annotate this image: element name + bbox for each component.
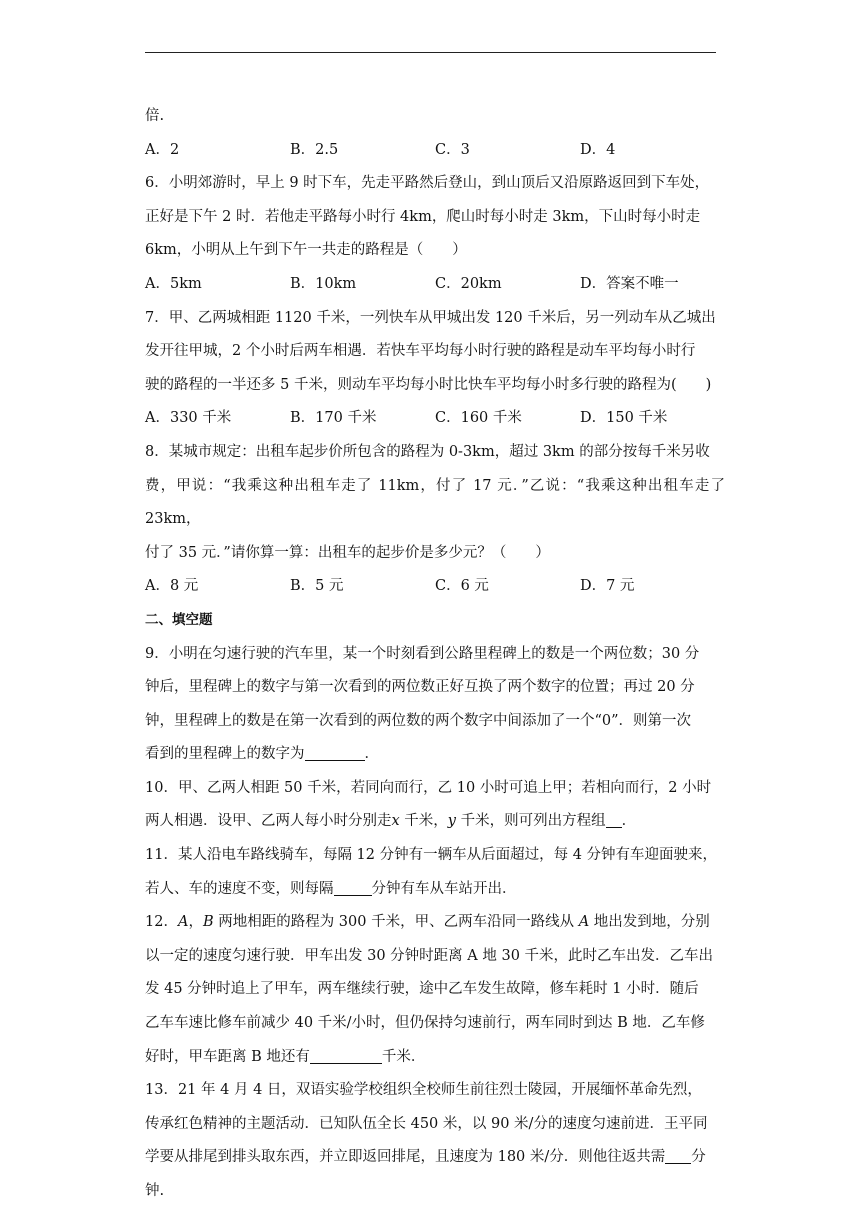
q5-options	[145, 134, 725, 168]
section-title-fill-in: 二、填空题	[145, 611, 213, 628]
q5-option-d[interactable]: D．4	[580, 141, 616, 158]
q12-line-2: 以一定的速度匀速行驶．甲车出发 30 分钟时距离 A 地 30 千米，此时乙车出发．乙车出	[145, 947, 714, 964]
q8-options	[145, 570, 725, 604]
page-content	[145, 100, 730, 1209]
q6-option-a[interactable]: A．5km	[145, 275, 202, 292]
q10-line-2-end: ．	[621, 813, 637, 830]
q6-line-2: 正好是下午 2 时．若他走平路每小时行 4km，爬山时每小时走 3km，下山时每小时走	[145, 208, 701, 225]
q6-option-c[interactable]: C．20km	[435, 275, 502, 292]
q11-line-1: 11．某人沿电车路线骑车，每隔 12 分钟有一辆车从后面超过，每 4 分钟有车迎面驶来，	[145, 847, 718, 864]
q12-line-4: 乙车车速比修车前减少 40 千米/小时，但仍保持匀速前行，两车同时到达 B 地．乙车修	[145, 1015, 705, 1032]
q7-option-b[interactable]: B．170 千米	[290, 410, 377, 427]
q9-line-4-end: ．	[364, 746, 379, 763]
q12-line-3: 发 45 分钟时追上了甲车，两车继续行驶，途中乙车发生故障，修车耗时 1 小时．随后	[145, 981, 699, 998]
q10-var-x: x	[391, 813, 400, 830]
q10-line-1: 10．甲、乙两人相距 50 千米，若同向而行，乙 10 小时可追上甲；若相向而行，2 小时	[145, 779, 712, 796]
q12-var-b: B	[202, 914, 214, 931]
question-12	[145, 906, 725, 1074]
question-8	[145, 436, 730, 604]
q7-line-1: 7．甲、乙两城相距 1120 千米，一列快车从甲城出发 120 千米后，另一列动车从乙城出	[145, 309, 716, 326]
q12-var-a-2: A	[578, 914, 590, 931]
q12-line-1-text-d: 地出发到地，分别	[589, 914, 710, 931]
q12-line-5-text-a: 好时，甲车距离 B 地还有	[145, 1048, 310, 1065]
q11-line-2-text-a: 若人、车的速度不变，则每隔	[145, 880, 334, 897]
q8-option-d[interactable]: D．7 元	[580, 578, 635, 595]
q7-line-3: 驶的路程的一半还多 5 千米，则动车平均每小时比快车平均每小时多行驶的路程为( )	[145, 376, 712, 393]
q9-answer-blank[interactable]	[305, 744, 365, 761]
question-10	[145, 772, 725, 839]
q13-answer-blank[interactable]	[665, 1147, 691, 1164]
question-13	[145, 1074, 725, 1208]
question-6	[145, 167, 725, 301]
q11-line-2-text-b: 分钟有车从车站开出．	[371, 880, 517, 897]
q8-line-3: 付了 35 元．”请你算一算：出租车的起步价是多少元？（ ）	[145, 544, 550, 561]
q5-option-b[interactable]: B．2.5	[290, 141, 339, 158]
q9-line-1: 9．小明在匀速行驶的汽车里，某一个时刻看到公路里程碑上的数是一个两位数；30 分	[145, 645, 700, 662]
q12-line-1	[145, 906, 725, 940]
q9-line-3: 钟，里程碑上的数是在第一次看到的两位数的两个数字中间添加了一个“0”．则第一次	[145, 712, 692, 729]
q13-line-4: 钟.	[145, 1183, 165, 1199]
q13-line-3	[145, 1141, 725, 1175]
q5-tail: 倍.	[145, 108, 165, 124]
q10-line-2-text-b: 千米，	[399, 813, 448, 830]
q6-options	[145, 268, 725, 302]
q7-option-a[interactable]: A．330 千米	[145, 410, 232, 427]
q11-line-2	[145, 873, 725, 907]
q10-line-2-text-a: 两人相遇．设甲、乙两人每小时分别走	[145, 813, 392, 830]
q10-line-2	[145, 805, 725, 839]
q5-option-c[interactable]: C．3	[435, 141, 470, 158]
q6-line-1: 6．小明郊游时，早上 9 时下车，先走平路然后登山，到山顶后又沿原路返回到下车处，	[145, 175, 710, 192]
q10-line-2-text-c: 千米，则可列出方程组	[456, 813, 606, 830]
q5-option-a[interactable]: A．2	[145, 141, 180, 158]
q6-option-d[interactable]: D．答案不唯一	[580, 275, 679, 292]
q8-option-c[interactable]: C．6 元	[435, 578, 489, 595]
q6-line-3: 6km，小明从上午到下午一共走的路程是（ ）	[145, 242, 467, 259]
q12-line-5-text-b: 千米．	[381, 1048, 426, 1065]
q8-option-b[interactable]: B．5 元	[290, 578, 344, 595]
q7-option-d[interactable]: D．150 千米	[580, 410, 668, 427]
q8-line-2: 费，甲说：“我乘这种出租车走了 11km，付了 17 元．”乙说：“我乘这种出租车走了 23km，	[145, 477, 730, 528]
q9-line-4	[145, 738, 725, 772]
q9-line-4-text: 看到的里程碑上的数字为	[145, 746, 305, 763]
q6-option-b[interactable]: B．10km	[290, 275, 357, 292]
q12-answer-blank[interactable]	[310, 1047, 382, 1064]
q13-line-3-text-a: 学要从排尾到排头取东西，并立即返回排尾，且速度为 180 米/分．则他往返共需	[145, 1149, 666, 1166]
q7-option-c[interactable]: C．160 千米	[435, 410, 522, 427]
q7-options	[145, 402, 725, 436]
question-11	[145, 839, 725, 906]
q10-answer-blank[interactable]	[606, 811, 622, 828]
q13-line-3-text-b: 分	[691, 1149, 706, 1166]
q10-var-y: y	[447, 813, 456, 830]
q12-number: 12．	[145, 914, 178, 931]
q8-line-1: 8．某城市规定：出租车起步价所包含的路程为 0-3km，超过 3km 的部分按每千米另收	[145, 443, 710, 460]
q11-answer-blank[interactable]	[334, 879, 372, 896]
q8-option-a[interactable]: A．8 元	[145, 578, 199, 595]
q12-line-1-text-c: 两地相距的路程为 300 千米，甲、乙两车沿同一路线从	[213, 914, 579, 931]
q7-line-2: 发开往甲城，2 个小时后两车相遇．若快车平均每小时行驶的路程是动车平均每小时行	[145, 343, 696, 360]
q12-comma: ，	[188, 914, 203, 931]
q9-line-2: 钟后，里程碑上的数字与第一次看到的两位数正好互换了两个数字的位置；再过 20 分	[145, 679, 695, 696]
question-7	[145, 302, 725, 436]
q13-line-2: 传承红色精神的主题活动．已知队伍全长 450 米，以 90 米/分的速度匀速前进．王平同	[145, 1115, 708, 1132]
q13-line-1: 13．21 年 4 月 4 日，双语实验学校组织全校师生前往烈士陵园，开展缅怀革命先烈，	[145, 1082, 702, 1099]
header-rule	[145, 52, 716, 53]
q12-var-a: A	[177, 914, 189, 931]
q12-line-5	[145, 1041, 725, 1075]
question-9	[145, 638, 725, 772]
